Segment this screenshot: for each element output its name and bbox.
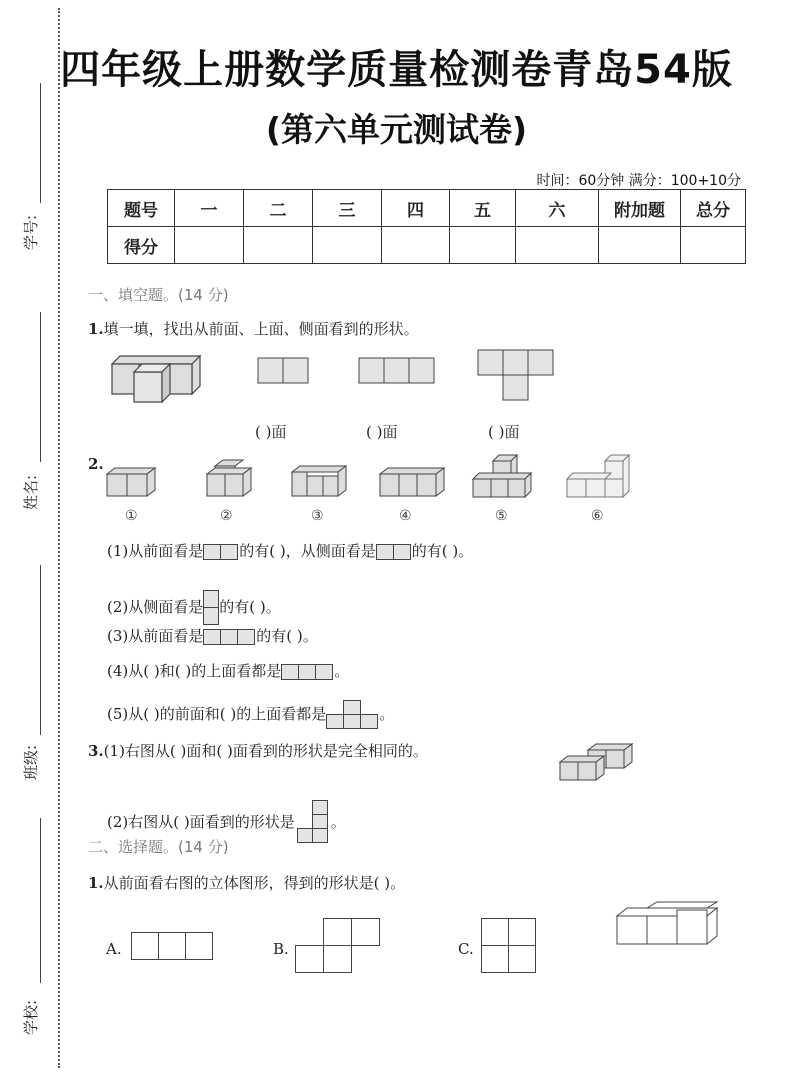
q1-prompt: 填一填，找出从前面、上面、侧面看到的形状。	[103, 320, 419, 338]
q2-figure-5	[473, 455, 533, 499]
score-row-label: 得分	[108, 227, 175, 264]
name-label: 姓名:	[22, 474, 40, 510]
option-b-shape[interactable]	[295, 918, 381, 976]
section2-heading: 二、选择题。(14 分)	[88, 838, 229, 856]
shape-2-row	[376, 544, 412, 560]
score-cell[interactable]	[681, 227, 746, 264]
section1-heading: 一、填空题。(14 分)	[88, 286, 229, 304]
score-cell[interactable]	[450, 227, 516, 264]
option-a-shape[interactable]	[131, 932, 215, 962]
option-b-label[interactable]: B.	[273, 940, 289, 958]
q2-figure-3	[292, 464, 348, 498]
q2-sub1-a: (1)从前面看是	[107, 542, 204, 560]
shape-t-row	[326, 700, 379, 730]
school-line	[40, 818, 41, 983]
score-table	[107, 189, 746, 264]
q2-sub5	[107, 700, 394, 730]
score-header-cell: 附加题	[599, 190, 681, 227]
s2-q1-text	[88, 872, 405, 893]
q2-sub2-a: (2)从侧面看是	[107, 598, 204, 616]
q2-figure-2	[207, 460, 253, 498]
shape-l	[295, 800, 331, 846]
score-header-cell: 三	[313, 190, 382, 227]
shape-3-row	[281, 664, 334, 680]
page-subtitle: (第六单元测试卷)	[265, 110, 528, 149]
q2-sub4	[107, 660, 349, 681]
option-c-shape[interactable]	[481, 918, 539, 976]
q2-sub3-a: (3)从前面看是	[107, 627, 204, 645]
score-cell[interactable]	[175, 227, 244, 264]
q2-label-2: ②	[220, 508, 233, 524]
s2-q1-prompt: 从前面看右图的立体图形，得到的形状是( )。	[103, 874, 406, 892]
page-title: 四年级上册数学质量检测卷青岛54版	[60, 47, 733, 93]
class-label: 班级:	[22, 744, 40, 780]
shape-2-col	[203, 590, 219, 626]
name-line	[40, 312, 41, 462]
q2-figure-1	[107, 466, 157, 498]
q3-num: 3.	[88, 742, 104, 760]
q2-label-5: ⑤	[495, 508, 508, 524]
score-header-cell: 总分	[681, 190, 746, 227]
q2-figure-4	[380, 466, 446, 498]
q2-sub5-b: 。	[379, 705, 395, 723]
q1-text	[88, 318, 419, 339]
s2-q1-solid-figure	[617, 902, 721, 948]
q2-label-1: ①	[125, 508, 138, 524]
q2-sub4-b: 。	[334, 662, 350, 680]
score-header-cell: 二	[244, 190, 313, 227]
q2-label-3: ③	[311, 508, 324, 524]
binding-line	[58, 8, 60, 1068]
q2-sub1	[107, 540, 473, 561]
class-line	[40, 565, 41, 735]
q2-sub3-b: 的有( )。	[256, 627, 318, 645]
q3-solid-figure	[560, 742, 634, 782]
q2-sub1-b: 的有( )，从侧面看是	[239, 542, 376, 560]
q1-view-c	[478, 350, 556, 402]
q2-sub2-b: 的有( )。	[219, 598, 281, 616]
score-header-cell: 一	[175, 190, 244, 227]
score-cell[interactable]	[516, 227, 599, 264]
score-header-cell: 题号	[108, 190, 175, 227]
score-value-row	[108, 227, 746, 264]
q1-answer-1[interactable]: ( )面	[255, 423, 287, 441]
q2-sub3	[107, 625, 318, 646]
shape-3-row	[203, 629, 256, 645]
score-cell[interactable]	[313, 227, 382, 264]
q1-answer-3[interactable]: ( )面	[488, 423, 520, 441]
option-c-label[interactable]: C.	[458, 940, 474, 958]
q3-sub2-b: 。	[330, 813, 346, 831]
q2-figure-6	[567, 455, 631, 499]
id-label: 学号:	[22, 214, 40, 250]
score-cell[interactable]	[382, 227, 450, 264]
score-header-cell: 四	[382, 190, 450, 227]
score-cell[interactable]	[599, 227, 681, 264]
q1-number: 1.	[88, 320, 104, 338]
q3-sub2-a: (2)右图从( )面看到的形状是	[107, 813, 295, 831]
score-header-row	[108, 190, 746, 227]
q2-number	[88, 455, 104, 473]
q1-view-a	[258, 358, 310, 384]
score-header-cell: 六	[516, 190, 599, 227]
school-label: 学校:	[22, 999, 40, 1035]
q3-sub1-text: (1)右图从( )面和( )面看到的形状是完全相同的。	[103, 742, 428, 760]
q3-sub1	[88, 740, 428, 761]
q2-sub5-a: (5)从( )的前面和( )的上面看都是	[107, 705, 327, 723]
score-header-cell: 五	[450, 190, 516, 227]
q2-label-4: ④	[399, 508, 412, 524]
q2-sub1-c: 的有( )。	[411, 542, 474, 560]
q1-solid-figure	[112, 350, 212, 405]
s2-q1-num: 1.	[88, 874, 104, 892]
q2-label-6: ⑥	[591, 508, 604, 524]
q2-num: 2.	[88, 455, 104, 473]
exam-meta: 时间：60分钟 满分：100+10分	[536, 173, 741, 189]
q1-view-b	[359, 358, 437, 384]
q1-answer-2[interactable]: ( )面	[366, 423, 398, 441]
shape-2-row	[203, 544, 239, 560]
q2-sub4-a: (4)从( )和( )的上面看都是	[107, 662, 282, 680]
score-cell[interactable]	[244, 227, 313, 264]
option-a-label[interactable]: A.	[106, 940, 122, 958]
q2-sub2	[107, 590, 281, 626]
